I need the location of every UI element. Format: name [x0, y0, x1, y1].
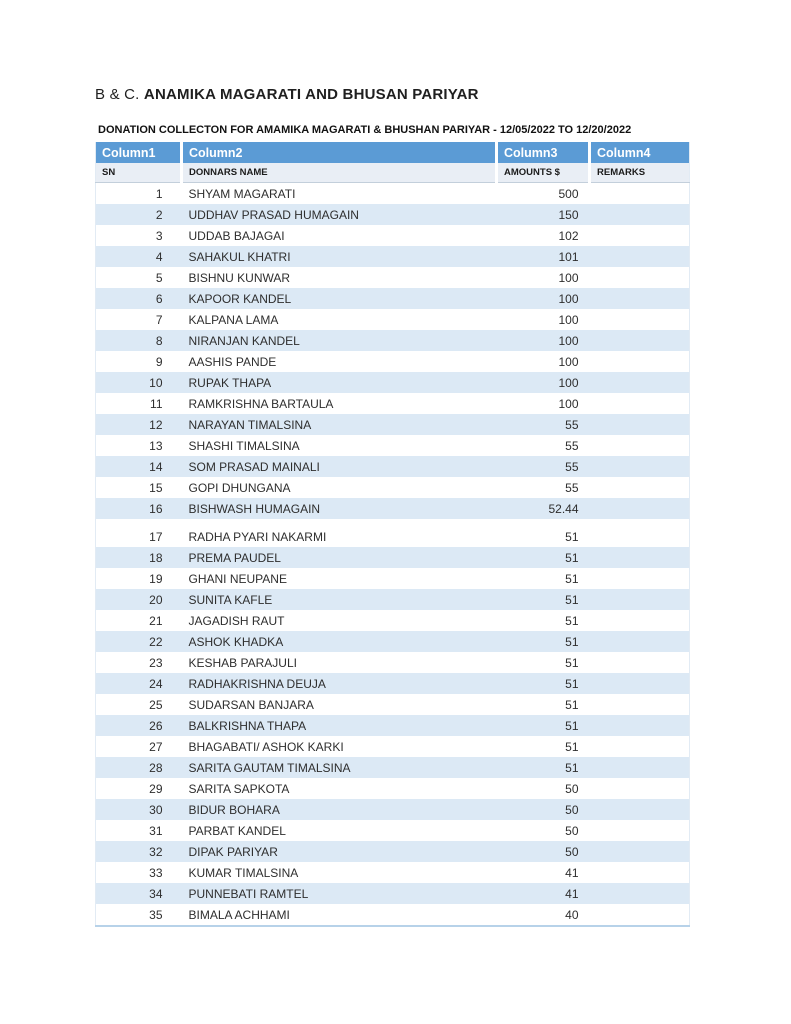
- remarks-cell: [590, 652, 690, 673]
- sn-cell: 13: [149, 438, 163, 453]
- amount-cell: 51: [565, 571, 579, 586]
- column2-header: Column2: [182, 142, 497, 163]
- remarks-cell: [590, 862, 690, 883]
- table-row: [96, 435, 690, 456]
- sn-cell: 32: [96, 841, 182, 862]
- page-break-spacer: [96, 519, 690, 526]
- table-row: [96, 757, 690, 778]
- table-row: [96, 862, 690, 883]
- remarks-cell: [590, 883, 690, 904]
- donor-name-cell: SARITA GAUTAM TIMALSINA: [182, 757, 497, 778]
- remarks-cell: [590, 414, 690, 435]
- amount-cell: 52.44: [497, 498, 590, 519]
- remarks-cell: [590, 673, 690, 694]
- donor-name-cell: NARAYAN TIMALSINA: [182, 414, 497, 435]
- donor-name-cell: PREMA PAUDEL: [182, 547, 497, 568]
- table-row: [96, 589, 690, 610]
- amount-cell: 50: [565, 823, 579, 838]
- donor-name-cell: BISHNU KUNWAR: [188, 270, 291, 285]
- donor-name-cell: SHYAM MAGARATI: [188, 186, 296, 201]
- donor-name-cell: PARBAT KANDEL: [188, 823, 286, 838]
- amount-cell: 51: [497, 673, 590, 694]
- donor-name-cell: RAMKRISHNA BARTAULA: [188, 396, 334, 411]
- column-header-row: [96, 142, 690, 163]
- sn-cell: 33: [149, 865, 163, 880]
- amount-cell: 100: [497, 372, 590, 393]
- remarks-cell: [590, 477, 690, 498]
- donor-name-cell: SARITA SAPKOTA: [188, 781, 290, 796]
- donor-name-cell: SOM PRASAD MAINALI: [182, 456, 497, 477]
- sn-cell: 1: [155, 186, 163, 201]
- remarks-cell: [590, 456, 690, 477]
- amount-cell: 50: [565, 781, 579, 796]
- sn-cell: 11: [150, 396, 163, 411]
- table-row: [96, 372, 690, 393]
- page-title-prefix: B & C.: [95, 86, 144, 103]
- remarks-cell: [590, 799, 690, 820]
- amount-cell: 51: [565, 529, 579, 544]
- amount-cell: 100: [558, 270, 579, 285]
- donor-name-cell: BIDUR BOHARA: [182, 799, 497, 820]
- sn-cell: 35: [149, 907, 163, 922]
- donor-name-cell: GHANI NEUPANE: [188, 571, 287, 586]
- remarks-cell: [590, 631, 690, 652]
- donor-name-cell: SAHAKUL KHATRI: [182, 246, 497, 267]
- sn-cell: 24: [96, 673, 182, 694]
- sn-cell: 22: [96, 631, 182, 652]
- amount-cell: 50: [497, 841, 590, 862]
- table-row: [96, 414, 690, 435]
- sn-cell: 3: [155, 228, 163, 243]
- amount-cell: 100: [497, 330, 590, 351]
- amount-cell: 55: [565, 438, 579, 453]
- amount-cell: 500: [558, 186, 579, 201]
- remarks-cell: [590, 610, 690, 631]
- sn-cell: 34: [96, 883, 182, 904]
- amount-cell: 100: [558, 312, 579, 327]
- amount-cell: 150: [497, 204, 590, 225]
- remarks-cell: [590, 183, 690, 205]
- remarks-cell: [590, 715, 690, 736]
- sn-cell: 30: [96, 799, 182, 820]
- remarks-cell: [590, 225, 690, 246]
- sn-cell: 29: [149, 781, 163, 796]
- sn-cell: 9: [155, 354, 163, 369]
- sn-cell: 15: [149, 480, 163, 495]
- remarks-cell: [590, 393, 690, 414]
- remarks-cell: [590, 547, 690, 568]
- amount-cell: 51: [497, 547, 590, 568]
- amounts-header: AMOUNTS $: [497, 163, 590, 183]
- table-row: [96, 267, 690, 288]
- amount-cell: 51: [497, 757, 590, 778]
- sn-cell: 6: [96, 288, 182, 309]
- donor-name-cell: AASHIS PANDE: [188, 354, 277, 369]
- sn-cell: 26: [96, 715, 182, 736]
- sn-cell: 12: [96, 414, 182, 435]
- amount-cell: 51: [565, 655, 579, 670]
- donor-name-cell: GOPI DHUNGANA: [188, 480, 291, 495]
- table-row: [96, 631, 690, 652]
- remarks-cell: [590, 246, 690, 267]
- table-row: [96, 883, 690, 904]
- table-caption: DONATION COLLECTON FOR AMAMIKA MAGARATI & BHUSHAN PARIYAR - 12/05/2022 TO 12/20/2022: [98, 124, 632, 136]
- sn-cell: 31: [149, 823, 163, 838]
- remarks-cell: [590, 372, 690, 393]
- table-row: [96, 610, 690, 631]
- table-row: [96, 799, 690, 820]
- sn-cell: 27: [149, 739, 163, 754]
- column4-header: Column4: [590, 142, 690, 163]
- donor-name-cell: SHASHI TIMALSINA: [188, 438, 300, 453]
- table-row: [96, 526, 690, 547]
- page-title-main: ANAMIKA MAGARATI AND BHUSAN PARIYAR: [143, 86, 479, 103]
- sn-cell: 19: [149, 571, 163, 586]
- table-row: [96, 736, 690, 757]
- remarks-cell: [590, 351, 690, 372]
- remarks-cell: [590, 204, 690, 225]
- remarks-cell: [590, 778, 690, 799]
- donor-name-header: DONNARS NAME: [182, 163, 497, 183]
- amount-cell: 51: [497, 589, 590, 610]
- remarks-cell: [590, 589, 690, 610]
- amount-cell: 100: [558, 354, 579, 369]
- sn-cell: 4: [96, 246, 182, 267]
- amount-cell: 50: [497, 799, 590, 820]
- table-row: [96, 456, 690, 477]
- amount-cell: 55: [565, 480, 579, 495]
- remarks-cell: [590, 526, 690, 547]
- page-break-spacer-cell: [96, 519, 690, 526]
- remarks-cell: [590, 435, 690, 456]
- donor-name-cell: BALKRISHNA THAPA: [182, 715, 497, 736]
- remarks-cell: [590, 757, 690, 778]
- table-row: [96, 288, 690, 309]
- donor-name-cell: SUDARSAN BANJARA: [188, 697, 314, 712]
- donor-name-cell: KALPANA LAMA: [188, 312, 279, 327]
- sn-cell: 2: [96, 204, 182, 225]
- table-row: [96, 652, 690, 673]
- amount-cell: 40: [565, 907, 579, 922]
- table-row: [96, 547, 690, 568]
- table-body: [96, 183, 690, 927]
- table-row: [96, 477, 690, 498]
- donor-name-cell: RADHAKRISHNA DEUJA: [182, 673, 497, 694]
- table-row: [96, 183, 690, 205]
- table-row: [96, 715, 690, 736]
- amount-cell: 51: [565, 613, 579, 628]
- sn-cell: 20: [96, 589, 182, 610]
- table-row: [96, 204, 690, 225]
- table-row: [96, 351, 690, 372]
- remarks-cell: [590, 288, 690, 309]
- table-row: [96, 330, 690, 351]
- remarks-header: REMARKS: [590, 163, 690, 183]
- donor-name-cell: ASHOK KHADKA: [182, 631, 497, 652]
- sn-cell: 16: [96, 498, 182, 519]
- page-title: [95, 86, 791, 103]
- remarks-cell: [590, 309, 690, 330]
- remarks-cell: [590, 736, 690, 757]
- amount-cell: 41: [497, 883, 590, 904]
- sn-header: SN: [96, 163, 182, 183]
- table-row: [96, 820, 690, 841]
- sn-cell: 21: [149, 613, 163, 628]
- table-row: [96, 694, 690, 715]
- table-row: [96, 568, 690, 589]
- donor-name-cell: KAPOOR KANDEL: [182, 288, 497, 309]
- sn-cell: 23: [149, 655, 163, 670]
- remarks-cell: [590, 904, 690, 926]
- sn-cell: 18: [96, 547, 182, 568]
- donor-name-cell: SUNITA KAFLE: [182, 589, 497, 610]
- sn-cell: 8: [96, 330, 182, 351]
- amount-cell: 102: [558, 228, 579, 243]
- table-row: [96, 498, 690, 519]
- remarks-cell: [590, 330, 690, 351]
- table-row: [96, 309, 690, 330]
- table-row: [96, 246, 690, 267]
- table-row: [96, 393, 690, 414]
- donor-name-cell: JAGADISH RAUT: [188, 613, 285, 628]
- sn-cell: 7: [155, 312, 163, 327]
- donor-name-cell: PUNNEBATI RAMTEL: [182, 883, 497, 904]
- donor-name-cell: BHAGABATI/ ASHOK KARKI: [188, 739, 344, 754]
- remarks-cell: [590, 820, 690, 841]
- sn-cell: 25: [149, 697, 163, 712]
- donor-name-cell: KESHAB PARAJULI: [188, 655, 297, 670]
- amount-cell: 41: [565, 865, 579, 880]
- remarks-cell: [590, 841, 690, 862]
- sn-cell: 17: [149, 529, 163, 544]
- table-row: [96, 841, 690, 862]
- donor-name-cell: UDDHAV PRASAD HUMAGAIN: [182, 204, 497, 225]
- amount-cell: 51: [565, 739, 579, 754]
- donor-name-cell: DIPAK PARIYAR: [182, 841, 497, 862]
- amount-cell: 100: [497, 288, 590, 309]
- remarks-cell: [590, 498, 690, 519]
- sn-cell: 28: [96, 757, 182, 778]
- column1-header: Column1: [96, 142, 182, 163]
- donor-name-cell: NIRANJAN KANDEL: [182, 330, 497, 351]
- donor-name-cell: RUPAK THAPA: [182, 372, 497, 393]
- donor-name-cell: UDDAB BAJAGAI: [188, 228, 285, 243]
- donation-table: [95, 142, 690, 927]
- amount-cell: 100: [558, 396, 579, 411]
- column3-header: Column3: [497, 142, 590, 163]
- sn-cell: 5: [155, 270, 163, 285]
- amount-cell: 55: [497, 414, 590, 435]
- donor-name-cell: KUMAR TIMALSINA: [188, 865, 299, 880]
- amount-cell: 51: [565, 697, 579, 712]
- table-row: [96, 904, 690, 926]
- amount-cell: 51: [497, 715, 590, 736]
- sn-cell: 14: [96, 456, 182, 477]
- remarks-cell: [590, 267, 690, 288]
- table-row: [96, 778, 690, 799]
- remarks-cell: [590, 568, 690, 589]
- remarks-cell: [590, 694, 690, 715]
- amount-cell: 101: [497, 246, 590, 267]
- amount-cell: 55: [497, 456, 590, 477]
- sn-cell: 10: [96, 372, 182, 393]
- amount-cell: 51: [497, 631, 590, 652]
- field-header-row: [96, 163, 690, 183]
- table-row: [96, 225, 690, 246]
- donor-name-cell: BIMALA ACHHAMI: [188, 907, 290, 922]
- donor-name-cell: BISHWASH HUMAGAIN: [182, 498, 497, 519]
- donor-name-cell: RADHA PYARI NAKARMI: [188, 529, 327, 544]
- table-row: [96, 673, 690, 694]
